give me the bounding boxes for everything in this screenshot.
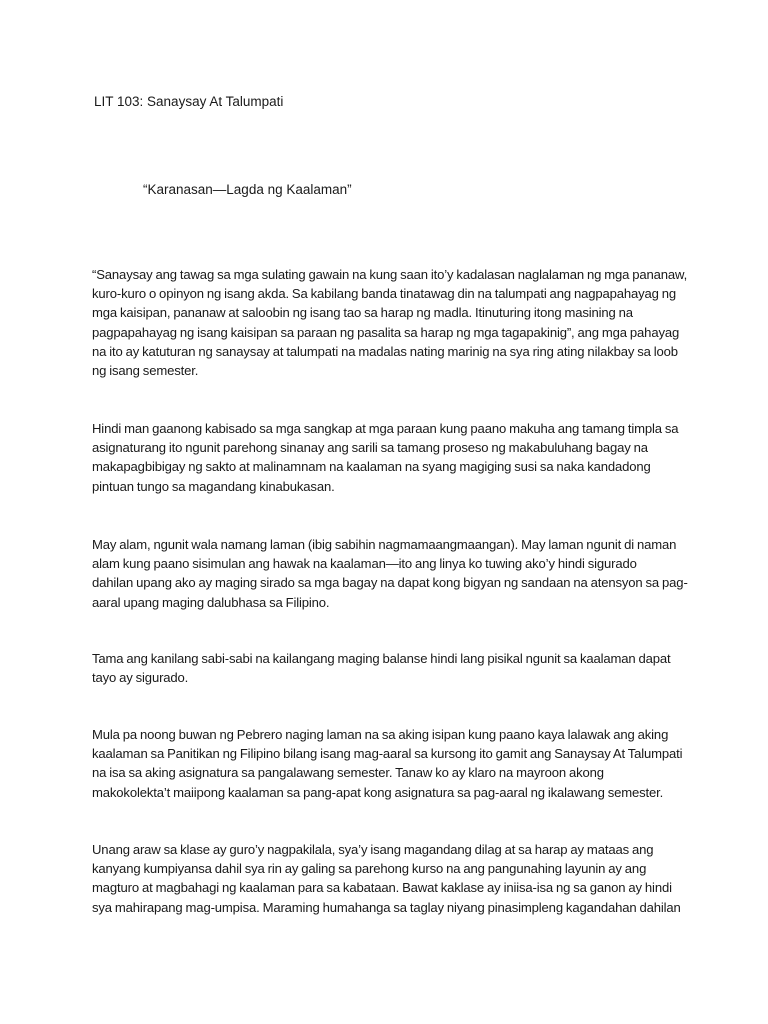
paragraph-line: Tama ang kanilang sabi-sabi na kailangang maging balanse hindi lang pisikal ngunit sa kaalaman dapat [92,651,671,666]
paragraph-line: Unang araw sa klase ay guro’y nagpakilala, sya’y isang magandang dilag at sa harap ay mataas ang [92,842,654,857]
paragraph-line: Hindi man gaanong kabisado sa mga sangkap at mga paraan kung paano makuha ang tamang timpla sa [92,421,679,436]
paragraph-line: kaalaman sa Panitikan ng Filipino bilang isang mag-aaral sa kursong ito gamit ang Sanaysay At Talumpati [92,746,683,762]
paragraph-line: na ito ay katuturan ng sanaysay at talumpati na madalas nating marinig na sya ring ating nilakbay sa loob [92,343,678,359]
paragraph-line: na isa sa aking asignatura sa pangalawang semester. Tanaw ko ay klaro na mayroon akong [92,765,604,781]
paragraph-line: kuro-kuro o opinyon ng isang akda. Sa kabilang banda tinatawag din na talumpati ang nagpapahayag ng [92,286,677,302]
paragraph-line: sya mahirapang mag-umpisa. Maraming humahanga sa taglay niyang pinasimpleng kagandahan dahilan [92,899,681,915]
paragraph-line: tayo ay sigurado. [92,670,189,686]
course-heading: LIT 103: Sanaysay At Talumpati [94,94,284,109]
paragraph-line: Mula pa noong buwan ng Pebrero naging laman na sa aking isipan kung paano kaya lalawak ang aking [92,727,669,742]
paragraph-3 [92,535,688,612]
paragraph-line: asignaturang ito ngunit parehong sinanay ang sarili sa tamang proseso ng makabuluhang bagay na [92,440,648,456]
paragraph-line: makapagbibigay ng sakto at malinamnam na kaalaman na syang magiging susi sa naka kandadong [92,459,651,475]
paragraph-line: kanyang kumpiyansa dahil sya rin ay galing sa parehong kurso na ang pangunahing layunin ay ang [92,861,647,877]
paragraph-5 [92,725,682,802]
paragraph-line: makokolekta’t maiipong kaalaman sa pang-apat kong asignatura sa pag-aaral ng ikalawang semester. [92,784,664,800]
paragraph-6 [92,840,682,917]
paragraph-4 [92,649,682,687]
paragraph-1 [92,265,688,380]
paragraph-line: pintuan tungo sa magandang kinabukasan. [92,478,335,494]
essay-title: “Karanasan—Lagda ng Kaalaman” [143,182,352,197]
paragraph-line: magturo at magbahagi ng kaalaman para sa kabataan. Bawat kaklase ay iniisa-isa ng sa ganon ay hindi [92,880,672,896]
paragraph-2 [92,419,682,496]
paragraph-line: pagpapahayag ng isang kaisipan sa paraan ng pasalita sa harap ng mga tagapakinig”, ang mga pahayag [92,324,680,340]
paragraph-line: alam kung paano sisimulan ang hawak na kaalaman—ito ang linya ko tuwing ako’y hindi sigurado [92,556,637,572]
paragraph-line: ng isang semester. [92,363,199,379]
paragraph-line: “Sanaysay ang tawag sa mga sulating gawain na kung saan ito’y kadalasan naglalaman ng mga pananaw, [92,267,688,282]
paragraph-line: dahilan upang ako ay maging sirado sa mga bagay na dapat kong bigyan ng sandaan na atensyon sa pag- [92,575,688,591]
paragraph-line: mga kaisipan, pananaw at saloobin ng isang tao sa harap ng madla. Itinuturing itong masining na [92,305,633,321]
paragraph-line: aaral upang maging dalubhasa sa Filipino. [92,594,330,610]
paragraph-line: May alam, ngunit wala namang laman (ibig sabihin nagmamaangmaangan). May laman ngunit di naman [92,537,677,552]
